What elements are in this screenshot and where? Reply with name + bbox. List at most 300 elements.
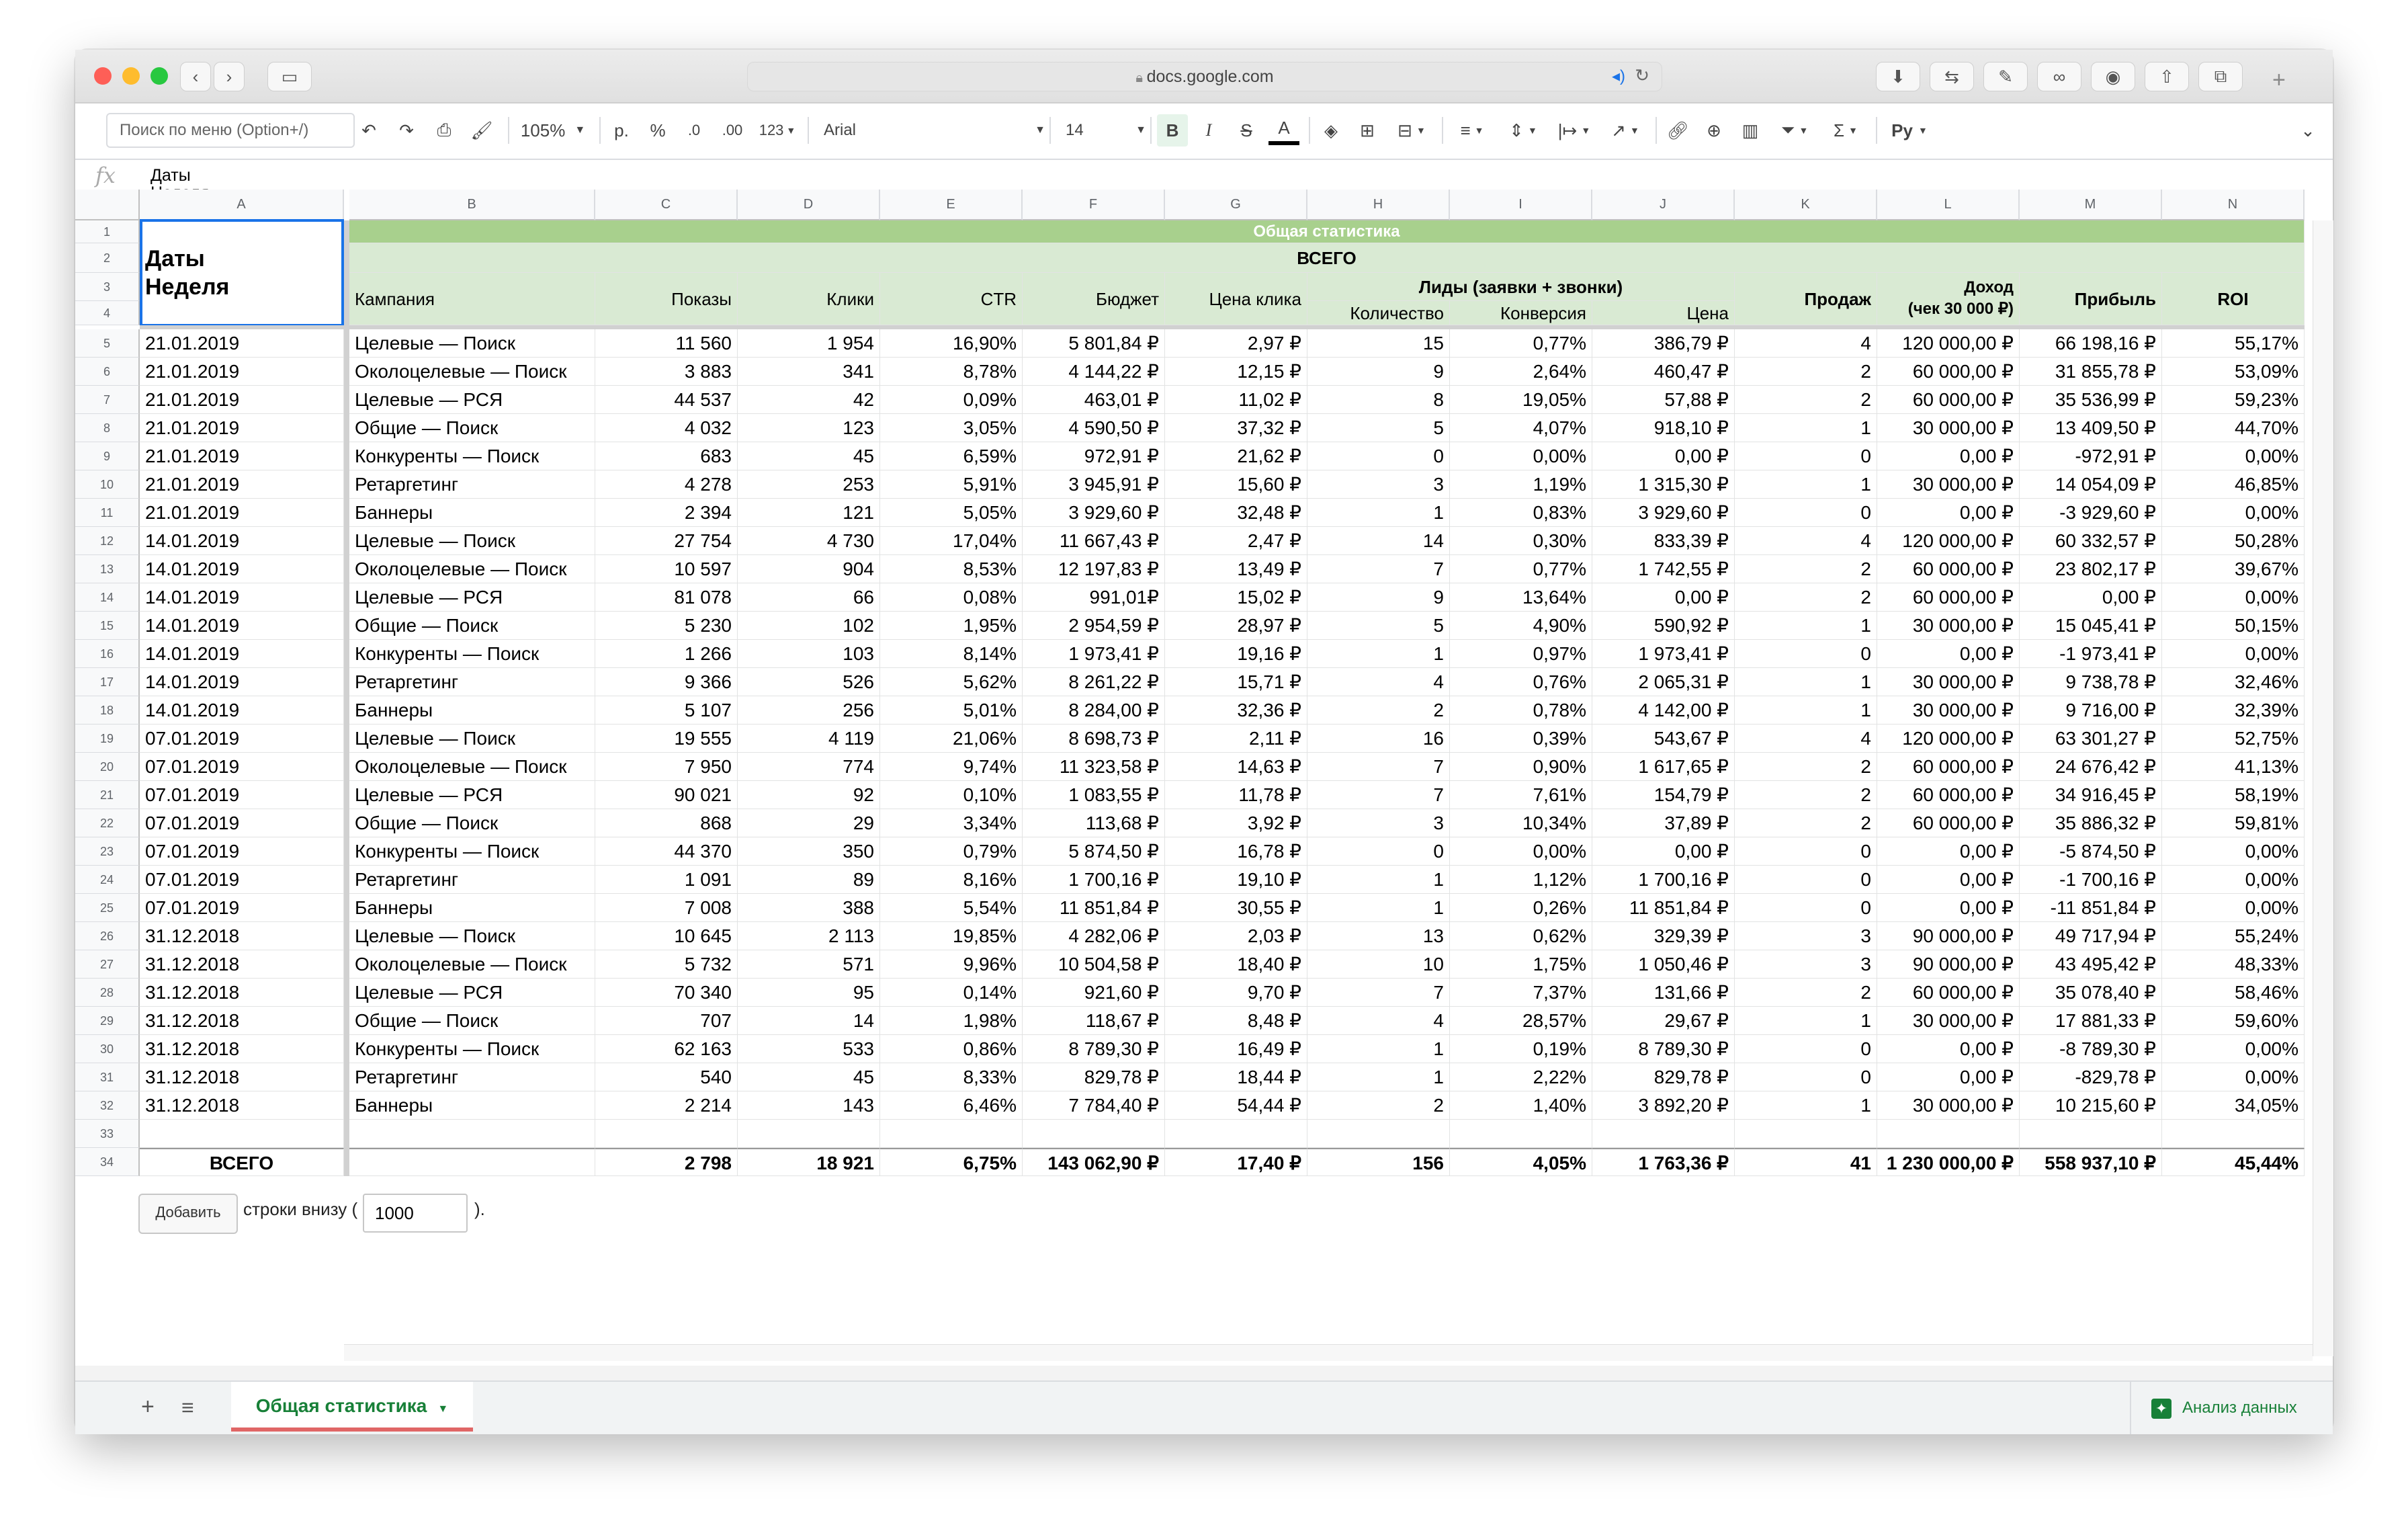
table-cell[interactable]: 34 916,45 ₽ (2020, 781, 2162, 809)
table-cell[interactable]: 7 950 (595, 753, 738, 781)
table-cell[interactable]: 16,78 ₽ (1165, 837, 1307, 866)
table-cell[interactable]: 07.01.2019 (140, 781, 344, 809)
table-cell[interactable]: 7,61% (1450, 781, 1592, 809)
table-cell[interactable]: 66 (738, 583, 880, 612)
totals-cell[interactable]: 4,05% (1450, 1148, 1592, 1176)
table-cell[interactable] (2162, 1120, 2305, 1148)
row-header[interactable]: 17 (75, 668, 140, 696)
table-cell[interactable]: -1 700,16 ₽ (2020, 866, 2162, 894)
table-cell[interactable]: 23 802,17 ₽ (2020, 555, 2162, 583)
table-cell[interactable]: 341 (738, 358, 880, 386)
table-cell[interactable]: 7 (1307, 781, 1450, 809)
table-cell[interactable]: 15,02 ₽ (1165, 583, 1307, 612)
table-cell[interactable]: 0 (1735, 837, 1877, 866)
table-cell[interactable]: 0,00 ₽ (1592, 442, 1735, 470)
table-cell[interactable]: 120 000,00 ₽ (1877, 329, 2020, 358)
table-cell[interactable]: 24 676,42 ₽ (2020, 753, 2162, 781)
selected-cell-a2[interactable] (140, 219, 344, 327)
table-cell[interactable]: 386,79 ₽ (1592, 329, 1735, 358)
table-cell[interactable]: 7 (1307, 753, 1450, 781)
table-cell[interactable] (738, 1120, 880, 1148)
table-cell[interactable]: 526 (738, 668, 880, 696)
table-cell[interactable]: 571 (738, 950, 880, 979)
table-cell[interactable]: 256 (738, 696, 880, 725)
table-cell[interactable]: 14,63 ₽ (1165, 753, 1307, 781)
table-cell[interactable]: 8,16% (880, 866, 1023, 894)
table-cell[interactable]: 120 000,00 ₽ (1877, 527, 2020, 555)
column-header-l[interactable]: L (1877, 190, 2020, 220)
extension-3-icon[interactable]: ◉ (2091, 62, 2135, 91)
table-cell[interactable]: 8 (1307, 386, 1450, 414)
back-icon[interactable]: ‹ (180, 62, 211, 91)
table-cell[interactable]: 30 000,00 ₽ (1877, 696, 2020, 725)
table-cell[interactable]: 460,47 ₽ (1592, 358, 1735, 386)
table-cell[interactable]: 41,13% (2162, 753, 2305, 781)
table-cell[interactable]: 1 (1735, 414, 1877, 442)
table-cell[interactable]: 13 409,50 ₽ (2020, 414, 2162, 442)
audio-icon[interactable]: ◂) (1611, 67, 1625, 85)
table-cell[interactable]: 5,91% (880, 470, 1023, 499)
table-cell[interactable]: -1 973,41 ₽ (2020, 640, 2162, 668)
table-cell[interactable]: 13,49 ₽ (1165, 555, 1307, 583)
totals-cell[interactable]: 1 763,36 ₽ (1592, 1148, 1735, 1176)
table-cell[interactable]: Околоцелевые — Поиск (349, 358, 595, 386)
table-cell[interactable]: 329,39 ₽ (1592, 922, 1735, 950)
table-cell[interactable]: 31.12.2018 (140, 1007, 344, 1035)
table-cell[interactable]: 60 000,00 ₽ (1877, 583, 2020, 612)
table-cell[interactable]: 28,97 ₽ (1165, 612, 1307, 640)
table-cell[interactable]: 683 (595, 442, 738, 470)
table-cell[interactable]: 0,00% (1450, 442, 1592, 470)
paint-format-icon[interactable]: 🖌︎ (470, 120, 493, 140)
reload-icon[interactable]: ↻ (1635, 65, 1649, 85)
row-header[interactable]: 31 (75, 1063, 140, 1091)
row-header[interactable]: 16 (75, 640, 140, 668)
table-cell[interactable]: 1 (1307, 640, 1450, 668)
table-cell[interactable]: 0,00 ₽ (1877, 1063, 2020, 1091)
table-cell[interactable]: 350 (738, 837, 880, 866)
table-cell[interactable]: 4 144,22 ₽ (1023, 358, 1165, 386)
table-cell[interactable]: 42 (738, 386, 880, 414)
table-cell[interactable]: 31.12.2018 (140, 979, 344, 1007)
table-cell[interactable]: 540 (595, 1063, 738, 1091)
table-cell[interactable]: 0 (1735, 442, 1877, 470)
table-cell[interactable]: 31.12.2018 (140, 922, 344, 950)
table-cell[interactable]: 50,15% (2162, 612, 2305, 640)
row-header[interactable]: 5 (75, 329, 140, 358)
row-header[interactable]: 30 (75, 1035, 140, 1063)
table-cell[interactable]: 4 (1735, 527, 1877, 555)
row-header[interactable]: 10 (75, 470, 140, 499)
table-cell[interactable]: Целевые — Поиск (349, 527, 595, 555)
table-cell[interactable]: 3,05% (880, 414, 1023, 442)
close-window-button[interactable] (94, 67, 112, 85)
table-cell[interactable]: 0,00% (2162, 894, 2305, 922)
formula-input[interactable]: Даты (150, 166, 191, 185)
table-cell[interactable]: 66 198,16 ₽ (2020, 329, 2162, 358)
row-header[interactable]: 28 (75, 979, 140, 1007)
table-cell[interactable]: 14.01.2019 (140, 668, 344, 696)
row-header[interactable]: 29 (75, 1007, 140, 1035)
table-cell[interactable]: 35 078,40 ₽ (2020, 979, 2162, 1007)
table-cell[interactable]: 35 536,99 ₽ (2020, 386, 2162, 414)
table-cell[interactable]: 11 851,84 ₽ (1023, 894, 1165, 922)
table-cell[interactable]: 388 (738, 894, 880, 922)
table-cell[interactable]: 1 (1735, 1007, 1877, 1035)
table-cell[interactable]: 10 215,60 ₽ (2020, 1091, 2162, 1120)
table-cell[interactable]: 4 (1735, 329, 1877, 358)
table-cell[interactable]: 0,00 ₽ (2020, 583, 2162, 612)
table-cell[interactable]: 8 698,73 ₽ (1023, 725, 1165, 753)
row-header[interactable]: 18 (75, 696, 140, 725)
table-cell[interactable]: 0,00% (2162, 837, 2305, 866)
table-cell[interactable]: 55,17% (2162, 329, 2305, 358)
print-icon[interactable]: ⎙ (437, 120, 452, 140)
table-cell[interactable]: 9 (1307, 583, 1450, 612)
table-cell[interactable]: 32,48 ₽ (1165, 499, 1307, 527)
table-cell[interactable]: 833,39 ₽ (1592, 527, 1735, 555)
table-cell[interactable]: 590,92 ₽ (1592, 612, 1735, 640)
table-cell[interactable]: 4 282,06 ₽ (1023, 922, 1165, 950)
table-cell[interactable]: 0,08% (880, 583, 1023, 612)
table-cell[interactable]: 2,03 ₽ (1165, 922, 1307, 950)
table-cell[interactable]: 21,62 ₽ (1165, 442, 1307, 470)
table-cell[interactable]: 54,44 ₽ (1165, 1091, 1307, 1120)
table-cell[interactable]: 1,19% (1450, 470, 1592, 499)
table-cell[interactable]: 14.01.2019 (140, 555, 344, 583)
table-cell[interactable]: 0,10% (880, 781, 1023, 809)
table-cell[interactable]: 07.01.2019 (140, 809, 344, 837)
table-cell[interactable]: 0,00% (2162, 1063, 2305, 1091)
table-cell[interactable]: 7,37% (1450, 979, 1592, 1007)
table-cell[interactable]: 19,10 ₽ (1165, 866, 1307, 894)
table-cell[interactable]: 31.12.2018 (140, 1063, 344, 1091)
extension-2-icon[interactable]: ∞ (2037, 62, 2081, 91)
table-cell[interactable]: 16,90% (880, 329, 1023, 358)
table-cell[interactable]: 12,15 ₽ (1165, 358, 1307, 386)
table-cell[interactable]: 2 (1735, 753, 1877, 781)
table-cell[interactable]: 14.01.2019 (140, 583, 344, 612)
table-cell[interactable]: 0,00 ₽ (1877, 442, 2020, 470)
table-cell[interactable]: 52,75% (2162, 725, 2305, 753)
table-cell[interactable]: 32,36 ₽ (1165, 696, 1307, 725)
table-cell[interactable]: 1 083,55 ₽ (1023, 781, 1165, 809)
table-cell[interactable]: 2 (1735, 358, 1877, 386)
table-cell[interactable]: 35 886,32 ₽ (2020, 809, 2162, 837)
table-cell[interactable]: 90 000,00 ₽ (1877, 922, 2020, 950)
column-header-d[interactable]: D (738, 190, 880, 220)
row-header[interactable]: 2 (75, 243, 140, 273)
table-cell[interactable]: 5,05% (880, 499, 1023, 527)
table-cell[interactable]: 113,68 ₽ (1023, 809, 1165, 837)
horizontal-scrollbar[interactable] (344, 1344, 2313, 1361)
table-cell[interactable]: 15,60 ₽ (1165, 470, 1307, 499)
table-cell[interactable]: 0,77% (1450, 555, 1592, 583)
table-cell[interactable]: 16 (1307, 725, 1450, 753)
table-cell[interactable]: 8,78% (880, 358, 1023, 386)
table-cell[interactable]: 60 000,00 ₽ (1877, 753, 2020, 781)
table-cell[interactable]: 1 (1735, 668, 1877, 696)
totals-cell[interactable]: 1 230 000,00 ₽ (1877, 1148, 2020, 1176)
table-cell[interactable]: 143 (738, 1091, 880, 1120)
table-cell[interactable]: 0,97% (1450, 640, 1592, 668)
table-cell[interactable]: 50,28% (2162, 527, 2305, 555)
table-cell[interactable]: 1,40% (1450, 1091, 1592, 1120)
table-cell[interactable]: 3,34% (880, 809, 1023, 837)
totals-cell[interactable]: 558 937,10 ₽ (2020, 1148, 2162, 1176)
table-cell[interactable]: 4 119 (738, 725, 880, 753)
table-cell[interactable]: 13,64% (1450, 583, 1592, 612)
table-cell[interactable]: 0,00% (2162, 583, 2305, 612)
table-cell[interactable]: 30,55 ₽ (1165, 894, 1307, 922)
table-cell[interactable]: 0,19% (1450, 1035, 1592, 1063)
horizontal-align-icon[interactable]: ≡ ▼ (1460, 120, 1484, 140)
table-cell[interactable]: 37,32 ₽ (1165, 414, 1307, 442)
extension-icon[interactable]: ⇆ (1930, 62, 1974, 91)
table-cell[interactable]: 123 (738, 414, 880, 442)
table-cell[interactable]: 60 332,57 ₽ (2020, 527, 2162, 555)
table-cell[interactable]: 0,26% (1450, 894, 1592, 922)
row-header[interactable]: 11 (75, 499, 140, 527)
table-cell[interactable]: 829,78 ₽ (1023, 1063, 1165, 1091)
table-cell[interactable]: 0 (1735, 866, 1877, 894)
table-cell[interactable]: 12 197,83 ₽ (1023, 555, 1165, 583)
table-cell[interactable]: 17 881,33 ₽ (2020, 1007, 2162, 1035)
table-cell[interactable]: 3 (1735, 950, 1877, 979)
table-cell[interactable]: 5 107 (595, 696, 738, 725)
table-cell[interactable]: 59,23% (2162, 386, 2305, 414)
decrease-decimal-button[interactable]: .0 (687, 122, 701, 138)
table-cell[interactable]: 2 (1735, 781, 1877, 809)
column-header-i[interactable]: I (1450, 190, 1592, 220)
table-cell[interactable]: 30 000,00 ₽ (1877, 414, 2020, 442)
table-cell[interactable]: 0,14% (880, 979, 1023, 1007)
table-cell[interactable]: 34,05% (2162, 1091, 2305, 1120)
table-cell[interactable]: 0,00% (2162, 640, 2305, 668)
vertical-scrollbar[interactable] (2313, 220, 2333, 1356)
table-cell[interactable]: 15 045,41 ₽ (2020, 612, 2162, 640)
font-size-select[interactable]: 14 ▼ (1066, 121, 1146, 139)
table-cell[interactable]: 0,00 ₽ (1877, 894, 2020, 922)
table-cell[interactable]: 1,98% (880, 1007, 1023, 1035)
redo-icon[interactable]: ↷ (399, 120, 414, 140)
table-cell[interactable]: 11 851,84 ₽ (1592, 894, 1735, 922)
totals-cell[interactable]: 41 (1735, 1148, 1877, 1176)
row-header[interactable]: 26 (75, 922, 140, 950)
table-cell[interactable]: 3 892,20 ₽ (1592, 1091, 1735, 1120)
totals-cell[interactable]: 156 (1307, 1148, 1450, 1176)
table-cell[interactable]: 10,34% (1450, 809, 1592, 837)
table-cell[interactable]: 4 032 (595, 414, 738, 442)
functions-select[interactable]: Σ ▼ (1834, 120, 1858, 140)
table-cell[interactable]: 0,76% (1450, 668, 1592, 696)
table-cell[interactable]: 60 000,00 ₽ (1877, 781, 2020, 809)
column-header-j[interactable]: J (1592, 190, 1735, 220)
table-cell[interactable]: 30 000,00 ₽ (1877, 1007, 2020, 1035)
table-cell[interactable]: 0 (1307, 442, 1450, 470)
column-header-a[interactable]: A (140, 190, 344, 220)
table-cell[interactable]: 1 (1735, 696, 1877, 725)
table-cell[interactable] (1165, 1120, 1307, 1148)
table-cell[interactable]: Конкуренты — Поиск (349, 640, 595, 668)
table-cell[interactable]: 0,00 ₽ (1877, 837, 2020, 866)
table-cell[interactable]: 1 (1307, 866, 1450, 894)
table-cell[interactable]: 9,70 ₽ (1165, 979, 1307, 1007)
table-cell[interactable]: 2 (1307, 1091, 1450, 1120)
increase-decimal-button[interactable]: .00 (722, 122, 743, 138)
table-cell[interactable] (1450, 1120, 1592, 1148)
table-cell[interactable]: 32,39% (2162, 696, 2305, 725)
strikethrough-button[interactable]: S (1240, 120, 1252, 140)
table-cell[interactable]: 8,53% (880, 555, 1023, 583)
table-cell[interactable]: 0,00 ₽ (1592, 837, 1735, 866)
table-cell[interactable]: 2 (1735, 979, 1877, 1007)
table-cell[interactable]: 46,85% (2162, 470, 2305, 499)
table-cell[interactable]: 0,00 ₽ (1877, 1035, 2020, 1063)
table-cell[interactable]: 11,02 ₽ (1165, 386, 1307, 414)
table-cell[interactable] (1735, 1120, 1877, 1148)
address-bar[interactable] (747, 62, 1662, 91)
table-cell[interactable]: 0 (1735, 1063, 1877, 1091)
table-cell[interactable]: 2 (1735, 583, 1877, 612)
table-cell[interactable]: 49 717,94 ₽ (2020, 922, 2162, 950)
table-cell[interactable]: 53,09% (2162, 358, 2305, 386)
table-cell[interactable]: 0 (1735, 640, 1877, 668)
input-tools-select[interactable]: Ру ▼ (1891, 120, 1928, 140)
table-cell[interactable]: 253 (738, 470, 880, 499)
row-header[interactable]: 14 (75, 583, 140, 612)
zoom-window-button[interactable] (150, 67, 168, 85)
table-cell[interactable]: 30 000,00 ₽ (1877, 1091, 2020, 1120)
table-cell[interactable] (1023, 1120, 1165, 1148)
totals-cell[interactable]: 2 798 (595, 1148, 738, 1176)
column-header-e[interactable]: E (880, 190, 1023, 220)
table-cell[interactable]: 4 730 (738, 527, 880, 555)
table-cell[interactable]: 13 (1307, 922, 1450, 950)
table-cell[interactable]: 0,00 ₽ (1877, 499, 2020, 527)
column-header-f[interactable]: F (1023, 190, 1165, 220)
table-cell[interactable]: 2 214 (595, 1091, 738, 1120)
table-cell[interactable]: 1 (1735, 470, 1877, 499)
sidebar-icon[interactable]: ▭ (267, 62, 312, 91)
table-cell[interactable]: 19 555 (595, 725, 738, 753)
table-cell[interactable]: 11 560 (595, 329, 738, 358)
table-cell[interactable]: 11 323,58 ₽ (1023, 753, 1165, 781)
table-cell[interactable]: 0 (1735, 1035, 1877, 1063)
table-cell[interactable]: 8,48 ₽ (1165, 1007, 1307, 1035)
table-cell[interactable]: 8 261,22 ₽ (1023, 668, 1165, 696)
table-cell[interactable]: Конкуренты — Поиск (349, 442, 595, 470)
table-cell[interactable]: Околоцелевые — Поиск (349, 555, 595, 583)
column-header-g[interactable]: G (1165, 190, 1307, 220)
table-cell[interactable]: 0,30% (1450, 527, 1592, 555)
column-header-b[interactable]: B (349, 190, 595, 220)
table-cell[interactable]: 0 (1735, 499, 1877, 527)
all-sheets-icon[interactable]: ≡ (181, 1395, 194, 1419)
table-cell[interactable]: 14 (1307, 527, 1450, 555)
table-cell[interactable]: -5 874,50 ₽ (2020, 837, 2162, 866)
table-cell[interactable]: -3 929,60 ₽ (2020, 499, 2162, 527)
table-cell[interactable]: 0,00 ₽ (1877, 866, 2020, 894)
table-cell[interactable]: 48,33% (2162, 950, 2305, 979)
table-cell[interactable]: -8 789,30 ₽ (2020, 1035, 2162, 1063)
table-cell[interactable]: 7 784,40 ₽ (1023, 1091, 1165, 1120)
table-cell[interactable]: 10 (1307, 950, 1450, 979)
table-cell[interactable] (1592, 1120, 1735, 1148)
table-cell[interactable]: 8,33% (880, 1063, 1023, 1091)
row-header[interactable]: 25 (75, 894, 140, 922)
row-header[interactable]: 1 (75, 220, 140, 243)
row-header[interactable]: 9 (75, 442, 140, 470)
table-cell[interactable]: 103 (738, 640, 880, 668)
more-formats-select[interactable]: 123 ▼ (759, 122, 796, 138)
table-cell[interactable]: 2 (1307, 696, 1450, 725)
table-cell[interactable]: 9,74% (880, 753, 1023, 781)
table-cell[interactable]: 90 000,00 ₽ (1877, 950, 2020, 979)
filter-icon[interactable]: ⏷ ▼ (1780, 120, 1809, 140)
table-cell[interactable]: 6,59% (880, 442, 1023, 470)
table-cell[interactable]: 29,67 ₽ (1592, 1007, 1735, 1035)
table-cell[interactable]: 43 495,42 ₽ (2020, 950, 2162, 979)
row-header[interactable]: 13 (75, 555, 140, 583)
row-header[interactable]: 12 (75, 527, 140, 555)
table-cell[interactable]: 16,49 ₽ (1165, 1035, 1307, 1063)
table-cell[interactable]: 44 370 (595, 837, 738, 866)
table-cell[interactable] (349, 1120, 595, 1148)
table-cell[interactable]: 7 (1307, 979, 1450, 1007)
table-cell[interactable]: 6,46% (880, 1091, 1023, 1120)
table-cell[interactable]: 8 284,00 ₽ (1023, 696, 1165, 725)
table-cell[interactable]: Общие — Поиск (349, 414, 595, 442)
table-cell[interactable]: 4 (1307, 668, 1450, 696)
table-cell[interactable]: 14.01.2019 (140, 527, 344, 555)
table-cell[interactable]: 10 504,58 ₽ (1023, 950, 1165, 979)
table-cell[interactable]: 10 645 (595, 922, 738, 950)
table-cell[interactable]: 1 091 (595, 866, 738, 894)
table-cell[interactable]: -829,78 ₽ (2020, 1063, 2162, 1091)
table-cell[interactable]: 5,62% (880, 668, 1023, 696)
table-cell[interactable]: 44 537 (595, 386, 738, 414)
table-cell[interactable]: 0,90% (1450, 753, 1592, 781)
currency-format-button[interactable]: р. (614, 120, 629, 140)
table-cell[interactable]: Конкуренты — Поиск (349, 837, 595, 866)
table-cell[interactable]: 0,00% (1450, 837, 1592, 866)
row-header[interactable]: 21 (75, 781, 140, 809)
minimize-window-button[interactable] (122, 67, 140, 85)
table-cell[interactable]: 120 000,00 ₽ (1877, 725, 2020, 753)
table-cell[interactable]: 45 (738, 442, 880, 470)
table-cell[interactable]: 9 (1307, 358, 1450, 386)
table-cell[interactable]: 921,60 ₽ (1023, 979, 1165, 1007)
fill-color-icon[interactable]: ◈ (1324, 120, 1338, 140)
table-cell[interactable]: Целевые — Поиск (349, 922, 595, 950)
table-cell[interactable]: 9 716,00 ₽ (2020, 696, 2162, 725)
table-cell[interactable]: 972,91 ₽ (1023, 442, 1165, 470)
table-cell[interactable]: 2 065,31 ₽ (1592, 668, 1735, 696)
row-header[interactable]: 3 (75, 273, 140, 301)
table-cell[interactable]: 15 (1307, 329, 1450, 358)
table-cell[interactable]: Околоцелевые — Поиск (349, 950, 595, 979)
totals-cell[interactable]: 143 062,90 ₽ (1023, 1148, 1165, 1176)
table-cell[interactable]: 60 000,00 ₽ (1877, 809, 2020, 837)
table-cell[interactable]: 868 (595, 809, 738, 837)
table-cell[interactable] (2020, 1120, 2162, 1148)
row-header[interactable]: 15 (75, 612, 140, 640)
tab-general-stats[interactable]: Общая статистика ▼ (231, 1382, 473, 1432)
link-icon[interactable]: 🔗︎ (1666, 120, 1689, 140)
table-cell[interactable]: 1 742,55 ₽ (1592, 555, 1735, 583)
table-cell[interactable]: 1 700,16 ₽ (1023, 866, 1165, 894)
